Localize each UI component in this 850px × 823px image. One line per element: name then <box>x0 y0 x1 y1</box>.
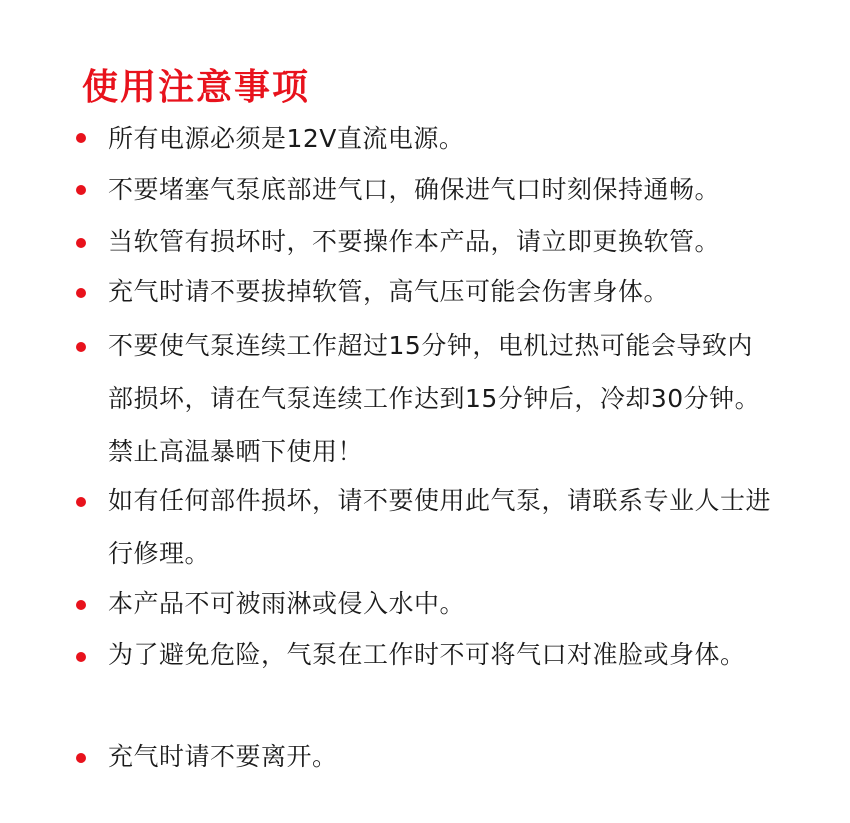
page-title: 使用注意事项 <box>82 67 311 109</box>
list-item-text: 为了避免危险，气泵在工作时不可将气口对准脸或身体。 <box>108 640 746 669</box>
list-item-text: 充气时请不要离开。 <box>108 742 338 771</box>
list-item-text: 如有任何部件损坏，请不要使用此气泵，请联系专业人士进行修理。 <box>108 486 772 568</box>
bullet-dot-icon <box>76 133 86 143</box>
bullet-dot-icon <box>76 753 86 763</box>
bullet-dot-icon <box>76 238 86 248</box>
bullet-dot-icon <box>76 652 86 662</box>
list-item-text: 本产品不可被雨淋或侵入水中。 <box>108 589 466 618</box>
list-item-text: 不要使气泵连续工作超过15分钟，电机过热可能会导致内部损坏，请在气泵连续工作达到15分钟后，冷却30分钟。禁止高温暴晒下使用！ <box>108 331 761 466</box>
bullet-dot-icon <box>76 342 86 352</box>
list-item-text: 充气时请不要拔掉软管，高气压可能会伤害身体。 <box>108 277 670 306</box>
bullet-dot-icon <box>76 600 86 610</box>
bullet-dot-icon <box>76 185 86 195</box>
bullet-dot-icon <box>76 497 86 507</box>
list-item-text: 所有电源必须是12V直流电源。 <box>108 124 465 153</box>
list-item-text: 当软管有损坏时，不要操作本产品，请立即更换软管。 <box>108 227 721 256</box>
bullet-dot-icon <box>76 288 86 298</box>
list-item-text: 不要堵塞气泵底部进气口，确保进气口时刻保持通畅。 <box>108 175 721 204</box>
